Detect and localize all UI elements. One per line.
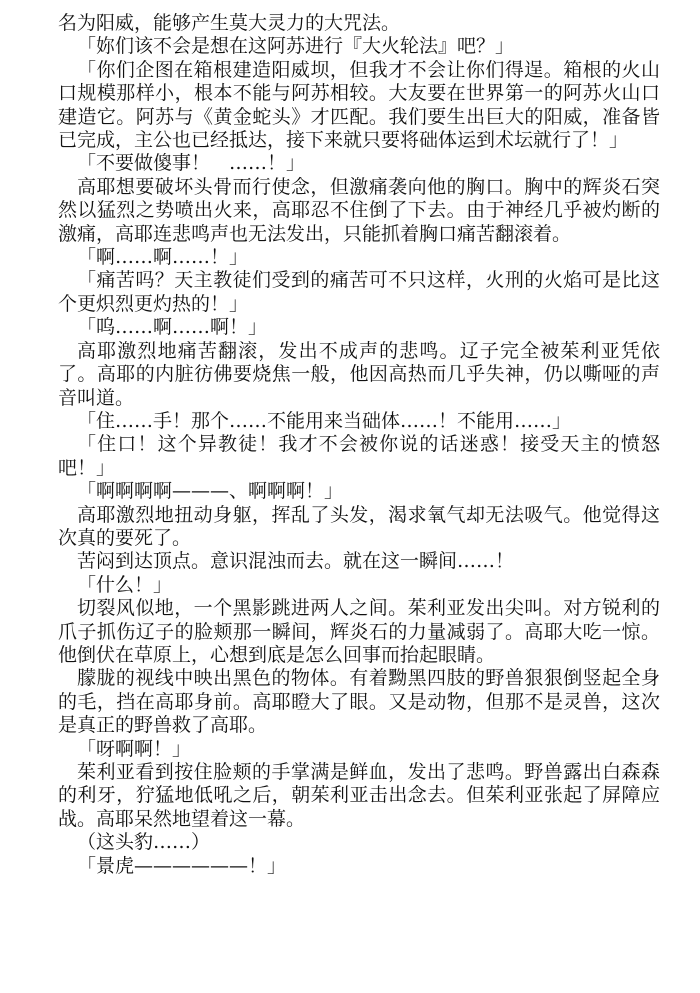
paragraph: 「呜……啊……啊！」	[77, 316, 268, 339]
paragraph: 「啊……啊……！」	[77, 246, 249, 269]
paragraph: 「妳们该不会是想在这阿苏进行『大火轮法』吧？」	[77, 35, 515, 58]
paragraph: 高耶想要破坏头骨而行使念，但激痛袭向他的胸口。胸中的辉炎石突然以猛烈之势喷出火来，高耶忍不住倒了下去。由于神经几乎被灼断的激痛，高耶连悲鸣声也无法发出，只能抓着胸口痛苦翻滚着。	[58, 175, 660, 245]
paragraph: 高耶激烈地扭动身躯，挥乱了头发，渴求氧气却无法吸气。他觉得这次真的要死了。	[58, 503, 660, 549]
paragraph: 「住口！这个异教徒！我才不会被你说的话迷惑！接受天主的愤怒吧！」	[58, 433, 660, 479]
paragraph: 名为阳威，能够产生莫大灵力的大咒法。	[58, 12, 401, 34]
paragraph: 苦闷到达顶点。意识混浊而去。就在这一瞬间……！	[77, 550, 515, 573]
paragraph: 「不要做傻事！ ……！」	[77, 152, 306, 175]
paragraph: （这头豹……）	[77, 831, 211, 854]
paragraph: 切裂风似地，一个黑影跳进两人之间。茱利亚发出尖叫。对方锐利的爪子抓伤辽子的脸颊那一瞬间，辉炎石的力量减弱了。高耶大吃一惊。他倒伏在草原上，心想到底是怎么回事而抬起眼睛。	[58, 597, 660, 666]
paragraph: 「景虎——————！」	[77, 854, 287, 877]
paragraph: 「住……手！那个……不能用来当础体……！不能用……」	[77, 409, 572, 432]
paragraph: 高耶激烈地痛苦翻滚，发出不成声的悲鸣。辽子完全被茱利亚凭依了。高耶的内脏彷佛要烧焦一般，他因高热而几乎失神，仍以嘶哑的声音叫道。	[58, 339, 660, 409]
paragraph: 「啊啊啊啊———、啊啊啊！」	[77, 480, 344, 503]
paragraph: 「什么！」	[77, 573, 173, 596]
paragraph: 「痛苦吗？天主教徒们受到的痛苦可不只这样，火刑的火焰可是比这个更炽烈更灼热的！」	[58, 269, 660, 315]
paragraph: 「你们企图在箱根建造阳威坝，但我才不会让你们得逞。箱根的火山口规模那样小，根本不能与阿苏相较。大友要在世界第一的阿苏火山口建造它。阿苏与《黄金蛇头》才匹配。我们要生出巨大的阳威，准备皆已完成，主公也已经抵达，接下来就只要将础体运到术坛就行了！」	[58, 58, 660, 152]
paragraph: 「呀啊啊！」	[77, 737, 192, 760]
paragraph: 茱利亚看到按住脸颊的手掌满是鲜血，发出了悲鸣。野兽露出白森森的利牙，狞猛地低吼之后，朝茱利亚击出念去。但茱利亚张起了屏障应战。高耶呆然地望着这一幕。	[58, 761, 660, 830]
paragraph: 朦胧的视线中映出黑色的物体。有着黝黑四肢的野兽狠狠倒竖起全身的毛，挡在高耶身前。高耶瞪大了眼。又是动物，但那不是灵兽，这次是真正的野兽救了高耶。	[58, 667, 660, 737]
